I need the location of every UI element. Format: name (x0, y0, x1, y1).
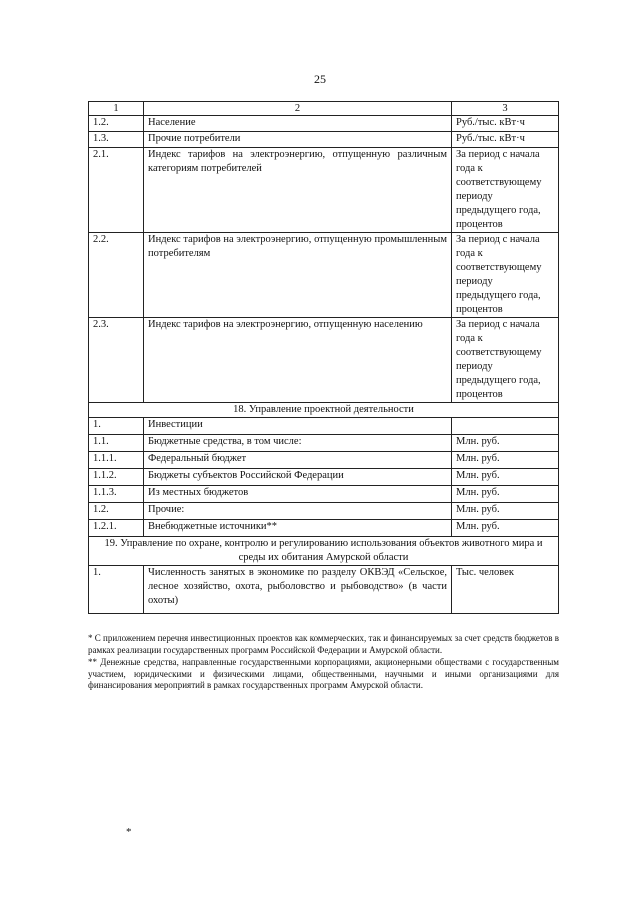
table-row (89, 132, 559, 148)
row-unit: Млн. руб. (452, 435, 559, 452)
row-unit (452, 418, 559, 435)
footnote-1: * С приложением перечня инвестиционных проектов как коммерческих, так и финансируемых за счет средств бюджетов в рамках реализации государственных программ Российской Федерации и Амурской области. (88, 633, 559, 655)
table-row (89, 148, 559, 233)
row-number: 1.1. (89, 435, 144, 452)
row-number: 1.2.1. (89, 520, 144, 537)
row-unit: Руб./тыс. кВт·ч (452, 116, 559, 132)
row-indicator: Индекс тарифов на электроэнергию, отпущенную промышленным потребителям (144, 233, 452, 318)
row-unit: За период с начала года к соответствующему периоду предыдущего года, процентов (452, 318, 559, 403)
table-row (89, 566, 559, 614)
row-number: 1.2. (89, 116, 144, 132)
row-indicator: Внебюджетные источники** (144, 520, 452, 537)
page-number: 25 (314, 72, 326, 86)
table-row (89, 435, 559, 452)
section-18 (89, 403, 559, 418)
header-row (89, 102, 559, 116)
header-col-1: 1 (89, 102, 144, 116)
row-number: 1.1.1. (89, 452, 144, 469)
section-19 (89, 537, 559, 566)
table-row (89, 486, 559, 503)
row-unit: За период с начала года к соответствующему периоду предыдущего года, процентов (452, 233, 559, 318)
row-unit: Млн. руб. (452, 452, 559, 469)
row-number: 1.2. (89, 503, 144, 520)
row-number: 1.1.3. (89, 486, 144, 503)
row-unit: Млн. руб. (452, 469, 559, 486)
row-indicator: Федеральный бюджет (144, 452, 452, 469)
stray-asterisk: * (126, 826, 132, 838)
row-unit: Руб./тыс. кВт·ч (452, 132, 559, 148)
footnote-2: ** Денежные средства, направленные государственными корпорациями, акционерными обществами с государственным участием, юридическими и физическими лицами, общественными, научными и иными организациями для финансирования мероприятий в рамках государственных программ Амурской области. (88, 657, 559, 690)
row-indicator: Прочие потребители (144, 132, 452, 148)
row-number: 1. (89, 566, 144, 614)
indicators-table (88, 101, 559, 614)
row-indicator: Бюджетные средства, в том числе: (144, 435, 452, 452)
row-indicator: Бюджеты субъектов Российской Федерации (144, 469, 452, 486)
section-19-title: 19. Управление по охране, контролю и регулированию использования объектов животного мира и среды их обитания Амурской области (89, 537, 559, 566)
header-col-2: 2 (144, 102, 452, 116)
row-number: 2.3. (89, 318, 144, 403)
row-indicator: Население (144, 116, 452, 132)
row-number: 2.2. (89, 233, 144, 318)
row-unit: Тыс. человек (452, 566, 559, 614)
row-unit: Млн. руб. (452, 520, 559, 537)
row-indicator: Прочие: (144, 503, 452, 520)
row-unit: Млн. руб. (452, 503, 559, 520)
row-indicator: Инвестиции (144, 418, 452, 435)
table-row (89, 233, 559, 318)
row-unit: Млн. руб. (452, 486, 559, 503)
row-number: 1. (89, 418, 144, 435)
table-row (89, 318, 559, 403)
table-row (89, 520, 559, 537)
row-indicator: Численность занятых в экономике по разделу ОКВЭД «Сельское, лесное хозяйство, охота, рыболовство и рыбоводство» (в части охоты) (144, 566, 452, 614)
table-row (89, 418, 559, 435)
table-row (89, 452, 559, 469)
table-row (89, 116, 559, 132)
row-unit: За период с начала года к соответствующему периоду предыдущего года, процентов (452, 148, 559, 233)
header-col-3: 3 (452, 102, 559, 116)
section-18-title: 18. Управление проектной деятельности (89, 403, 559, 418)
row-number: 1.1.2. (89, 469, 144, 486)
row-indicator: Индекс тарифов на электроэнергию, отпущенную различным категориям потребителей (144, 148, 452, 233)
table-row (89, 469, 559, 486)
footnotes (88, 633, 559, 693)
row-indicator: Из местных бюджетов (144, 486, 452, 503)
row-number: 2.1. (89, 148, 144, 233)
table-row (89, 503, 559, 520)
row-indicator: Индекс тарифов на электроэнергию, отпущенную населению (144, 318, 452, 403)
row-number: 1.3. (89, 132, 144, 148)
